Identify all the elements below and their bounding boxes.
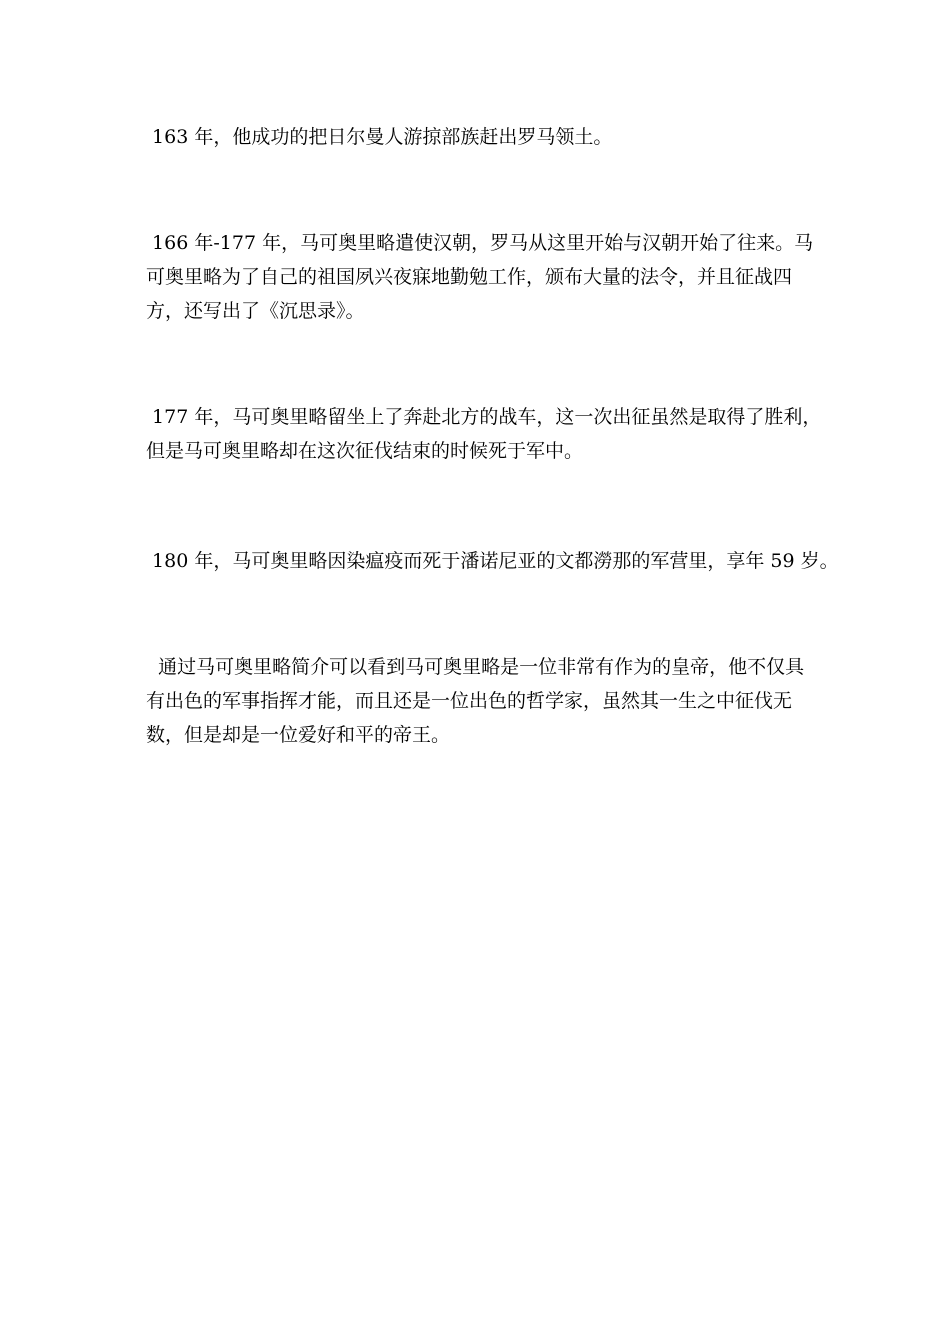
paragraph-line: 177 年，马可奥里略留坐上了奔赴北方的战车，这一次出征虽然是取得了胜利，: [146, 406, 822, 428]
paragraph-line: 有出色的军事指挥才能，而且还是一位出色的哲学家，虽然其一生之中征伐无: [146, 690, 793, 712]
paragraph-line: 可奥里略为了自己的祖国夙兴夜寐地勤勉工作，颁布大量的法令，并且征战四: [146, 266, 793, 288]
paragraph-line: 163 年，他成功的把日尔曼人游掠部族赶出罗马领土。: [146, 126, 613, 148]
paragraph-163: [146, 120, 826, 154]
paragraph-180: [146, 544, 839, 578]
paragraph-line: 通过马可奥里略简介可以看到马可奥里略是一位非常有作为的皇帝，他不仅具: [146, 656, 805, 678]
paragraph-line: 但是马可奥里略却在这次征伐结束的时候死于军中。: [146, 440, 584, 462]
paragraph-line: 数，但是却是一位爱好和平的帝王。: [146, 724, 451, 746]
paragraph-line: 166 年-177 年，马可奥里略遣使汉朝，罗马从这里开始与汉朝开始了往来。马: [146, 232, 814, 254]
paragraph-166-177: [146, 226, 826, 328]
paragraph-line: 方，还写出了《沉思录》。: [146, 300, 365, 322]
paragraph-summary: [146, 650, 826, 752]
paragraph-line: 180 年，马可奥里略因染瘟疫而死于潘诺尼亚的文都澇那的军营里，享年 59 岁。: [146, 550, 839, 572]
paragraph-177: [146, 400, 826, 468]
